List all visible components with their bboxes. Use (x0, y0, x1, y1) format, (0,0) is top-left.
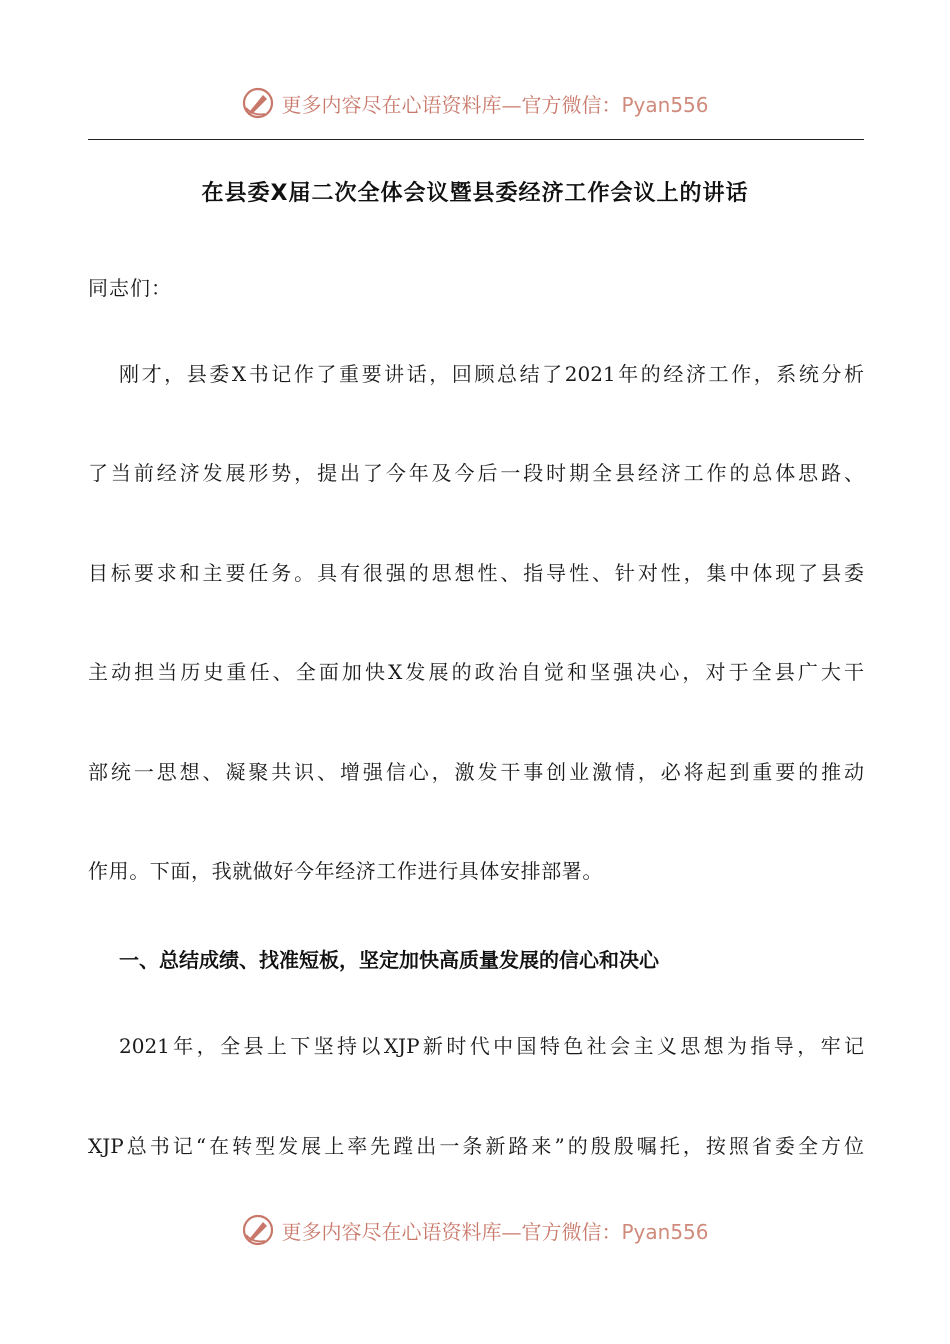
header-divider (88, 139, 864, 140)
pen-nib-logo-icon (241, 86, 275, 120)
section-heading: 一、总结成绩、找准短板，坚定加快高质量发展的信心和决心 (119, 948, 659, 972)
watermark-banner-top (0, 83, 950, 123)
paragraph-line: XJP总书记“在转型发展上率先蹚出一条新路来”的殷殷嘱托，按照省委全方位 (88, 1134, 864, 1158)
paragraph-line: 刚才，县委X书记作了重要讲话，回顾总结了2021年的经济工作，系统分析 (119, 362, 864, 386)
wechat-id: Pyan556 (621, 1219, 709, 1244)
watermark-text: 更多内容尽在心语资料库—官方微信：Pyan556 (281, 92, 709, 117)
watermark-text: 更多内容尽在心语资料库—官方微信：Pyan556 (281, 1219, 709, 1244)
wechat-id: Pyan556 (621, 92, 709, 117)
paragraph-line: 2021年，全县上下坚持以XJP新时代中国特色社会主义思想为指导，牢记 (119, 1034, 864, 1058)
watermark-banner-bottom (0, 1210, 950, 1250)
document-title: 在县委X届二次全体会议暨县委经济工作会议上的讲话 (201, 181, 749, 206)
paragraph-line: 部统一思想、凝聚共识、增强信心，激发干事创业激情，必将起到重要的推动 (88, 760, 864, 784)
pen-nib-logo-icon (241, 1213, 275, 1247)
paragraph-line: 目标要求和主要任务。具有很强的思想性、指导性、针对性，集中体现了县委 (88, 561, 864, 585)
greeting: 同志们： (88, 276, 172, 300)
paragraph-line: 了当前经济发展形势，提出了今年及今后一段时期全县经济工作的总体思路、 (88, 461, 864, 485)
paragraph-line: 主动担当历史重任、全面加快X发展的政治自觉和坚强决心，对于全县广大干 (88, 660, 864, 684)
paragraph-line: 作用。下面，我就做好今年经济工作进行具体安排部署。 (88, 859, 603, 883)
